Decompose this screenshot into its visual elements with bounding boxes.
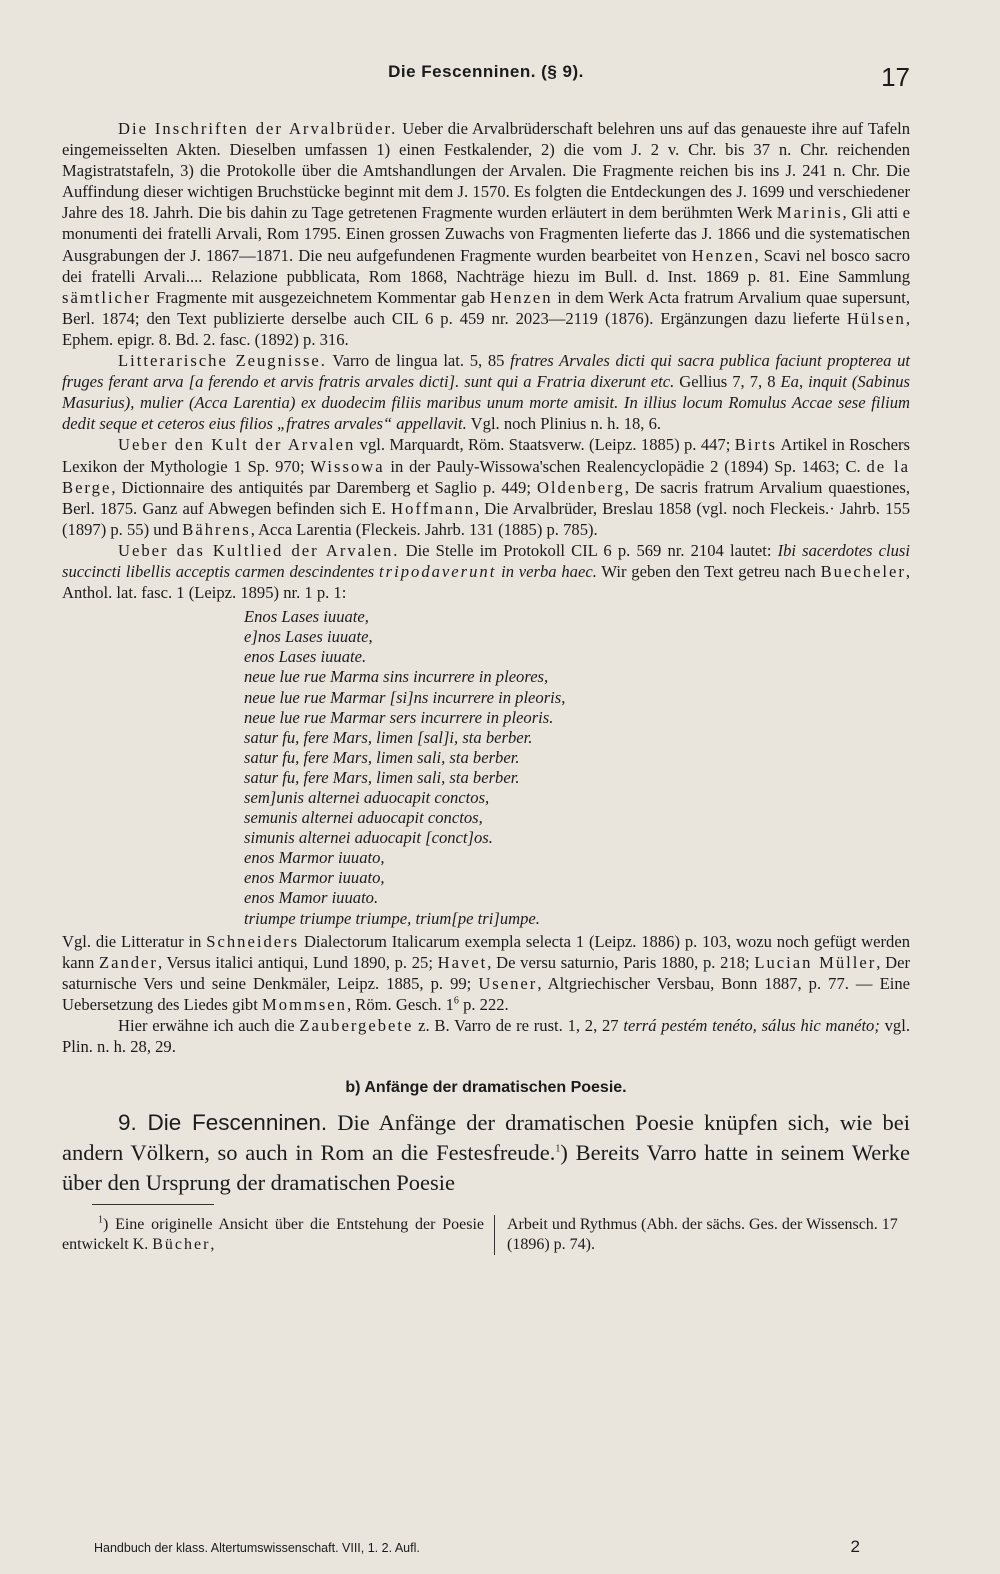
text-run: , De sacris fratrum Arvalium quaestiones, Berl. 1875. Ganz auf Abwegen befinden sich E. xyxy=(62,477,910,518)
spaced-name: Bücher xyxy=(152,1236,211,1254)
latin-spaced-word: tripodaverunt xyxy=(379,561,497,581)
verse-line: satur fu, fere Mars, limen sali, sta berber. xyxy=(244,747,520,767)
latin-quote: fratres Arvales dicti qui sacra publica faciunt propterea ut fruges ferant arva [a ferendo et arvis fratris arvales dicti]. sunt qui a Fratria dixerunt etc. xyxy=(62,351,910,392)
text-run: Ueber die Arvalbrüderschaft belehren uns auf das genaueste ihre auf Tafeln eingemeisselten Akten. Dieselben umfassen 1) einen Festkalender, 2) die vom J. 2 v. Chr. bis 37 n. Chr. reichenden Magistratstafeln, 3) die Protokolle über die Amtshandlungen der Arvalen. Die Fragmente reichen bis ins J. 241 n. Chr. Die Auffindung dieser wichtigen Bruchstücke beginnt mit dem J. 1570. Es folgten die Entdeckungen des J. 1699 und verschiedener Jahre des 18. Jahrh. Die bis dahin zu Tage getretenen Fragmente wurden erläutert in dem berühmten Werk xyxy=(62,119,910,223)
running-title: Die Fescenninen. (§ 9). xyxy=(388,62,584,81)
text-run: , Scavi nel bosco sacro dei fratelli Arvali.... Relazione pubblicata, Rom 1868, Nachträge hiezu im Bull. d. Inst. 1869 p. 81. Eine Sammlung xyxy=(62,245,911,286)
spaced-name: Hülsen xyxy=(846,308,906,328)
verse-line: sem]unis alternei aduocapit conctos, xyxy=(244,788,490,807)
verse-line: Enos Lases iuuate, xyxy=(244,607,369,627)
text-run: , De versu saturnio, Paris 1880, p. 218; xyxy=(487,952,755,972)
latin-quote: Ibi sacerdotes clusi succincti libellis acceptis carmen descindentes xyxy=(62,540,910,581)
section-number-title: 9. Die Fescenninen. xyxy=(118,1110,328,1136)
spaced-name: Birts xyxy=(734,435,778,455)
text-run: , Anthol. lat. fasc. 1 (Leipz. 1895) nr. 1 p. 1: xyxy=(62,561,911,603)
spaced-name: Havet xyxy=(437,952,488,972)
text-run: , Versus italici antiqui, Lund 1890, p. 25; xyxy=(157,952,438,972)
text-run: Artikel in Roschers Lexikon der Mythologie 1 Sp. 970; xyxy=(62,435,911,476)
verse-line: enos Marmor iuuato, xyxy=(244,848,385,868)
lead-term: Ueber das Kultlied der Arvalen. xyxy=(118,540,400,560)
text-run: ) Bereits Varro hatte in seinem Werke über den Ursprung der dramatischen Poesie xyxy=(62,1140,911,1196)
text-run: vgl. Marquardt, Röm. Staatsverw. (Leipz. 1885) p. 447; xyxy=(355,435,735,455)
section-heading: b) Anfänge der dramatischen Poesie. xyxy=(345,1079,627,1097)
spaced-word: sämtlicher xyxy=(62,287,152,307)
verse-line: satur fu, fere Mars, limen [sal]i, sta berber. xyxy=(244,727,533,747)
paragraph-kult xyxy=(62,434,910,539)
paragraph-zeugnisse xyxy=(62,350,910,434)
book-page xyxy=(62,0,910,1574)
latin-quote: in verba haec. xyxy=(496,561,597,581)
text-run: Vgl. noch Plinius n. h. 18, 6. xyxy=(466,414,662,434)
spaced-name: Usener xyxy=(478,973,538,993)
edition-superscript: 6 xyxy=(453,995,459,1007)
spaced-name: Henzen xyxy=(489,287,553,307)
text-run: Die Stelle im Protokoll CIL 6 p. 569 nr. 2104 lautet: xyxy=(399,540,778,560)
text-run: Varro de lingua lat. 5, 85 xyxy=(326,351,511,371)
spaced-name: Henzen xyxy=(691,245,755,265)
verse-line: neue lue rue Marmar sers incurrere in pleoris. xyxy=(244,707,554,727)
text-run: ) Eine originelle Ansicht über die Entstehung der Poesie entwickelt K. xyxy=(62,1216,484,1254)
spaced-word: Zaubergebete xyxy=(299,1016,414,1036)
footnote xyxy=(62,1215,910,1255)
text-run: , Altgriechischer Versbau, Bonn 1887, p. 77. — Eine Uebersetzung des Liedes gibt xyxy=(62,973,910,1014)
text-run: Hier erwähne ich auch die xyxy=(118,1016,300,1036)
arval-hymn-verse xyxy=(244,607,910,929)
footnote-reference: 1 xyxy=(555,1143,561,1155)
text-run: z. B. Varro de re rust. 1, 2, 27 xyxy=(413,1016,624,1036)
text-run: , Der saturnische Vers und seine Denkmäler, Leipz. 1885, p. 99; xyxy=(62,952,910,993)
verse-line: enos Lases iuuate. xyxy=(244,647,367,667)
lead-term: Ueber den Kult der Arvalen xyxy=(118,435,356,455)
spaced-name: Oldenberg xyxy=(536,477,625,497)
verse-line: e]nos Lases iuuate, xyxy=(244,627,373,647)
spaced-name: Mommsen xyxy=(261,994,347,1014)
footnote-column-left xyxy=(62,1215,495,1255)
text-run: , Ephem. epigr. 8. Bd. 2. fasc. (1892) p. 316. xyxy=(62,308,910,349)
spaced-name: Bährens xyxy=(182,519,251,539)
verse-line: simunis alternei aduocapit [conct]os. xyxy=(244,828,493,848)
signature-number: 2 xyxy=(850,1537,860,1556)
page-number: 17 xyxy=(881,62,910,92)
footnote-column-right: Arbeit und Rythmus (Abh. der sächs. Ges. der Wissensch. 17 (1896) p. 74). xyxy=(507,1216,898,1254)
paragraph-inschriften xyxy=(62,118,910,350)
footnote-divider xyxy=(92,1204,214,1205)
text-run: p. 222. xyxy=(458,994,509,1014)
signature-line: Handbuch der klass. Altertumswissenschaft. VIII, 1. 2. Aufl. xyxy=(94,1541,420,1555)
verse-line: neue lue rue Marma sins incurrere in pleores, xyxy=(244,667,549,687)
lead-term: Die Inschriften der Arvalbrüder. xyxy=(118,119,398,138)
spaced-name: Wissowa xyxy=(310,456,385,476)
paragraph-kultlied xyxy=(62,540,910,603)
text-run: Vgl. die Litteratur in xyxy=(62,931,207,951)
spaced-name: Marinis xyxy=(776,203,843,223)
page-body xyxy=(62,118,910,1255)
text-run: Fragmente mit ausgezeichnetem Kommentar gab xyxy=(151,287,490,307)
verse-line: semunis alternei aduocapit conctos, xyxy=(244,808,483,828)
footnote-mark: 1 xyxy=(98,1214,103,1226)
text-run: , Röm. Gesch. 1 xyxy=(346,994,454,1014)
text-run: Gellius 7, 7, 8 xyxy=(674,372,781,392)
spaced-name: Schneiders xyxy=(206,931,300,951)
main-paragraph-fescenninen xyxy=(62,1108,910,1198)
verse-line: neue lue rue Marmar [si]ns incurrere in pleoris, xyxy=(244,687,566,707)
text-run: , Dictionnaire des antiquités par Daremberg et Saglio p. 449; xyxy=(111,477,537,497)
spaced-name: de la Berge xyxy=(62,456,910,497)
text-run: , xyxy=(210,1236,215,1254)
spaced-name: Hoffmann xyxy=(391,498,476,518)
spaced-name: Lucian Müller xyxy=(754,952,877,972)
text-run: Dialectorum Italicarum exempla selecta 1 (Leipz. 1886) p. 103, wozu noch gefügt werden kann xyxy=(62,931,910,972)
latin-quote: terrá pestém tenéto, sálus hic manéto; xyxy=(623,1016,880,1036)
text-run: in der Pauly-Wissowa'schen Realencyclopädie 2 (1894) Sp. 1463; C. xyxy=(384,456,867,476)
verse-line: satur fu, fere Mars, limen sali, sta berber. xyxy=(244,767,520,787)
paragraph-zaubergebete xyxy=(62,1015,910,1057)
lead-term: Litterarische Zeugnisse. xyxy=(118,351,327,371)
paragraph-litteratur xyxy=(62,931,910,1015)
text-run: , Gli atti e monumenti dei fratelli Arvali, Rom 1795. Einen grossen Zuwachs von Fragmenten lieferte das J. 1866 und die systematischen Ausgrabungen der J. 1867—1871. Die neu aufgefundenen Fragmente wurden bearbeitet von xyxy=(62,203,910,265)
page-footer xyxy=(94,1537,910,1556)
text-run: Wir geben den Text getreu nach xyxy=(596,561,821,581)
text-run: vgl. Plin. n. h. 28, 29. xyxy=(62,1016,910,1057)
text-run: , Die Arvalbrüder, Breslau 1858 (vgl. noch Fleckeis.· Jahrb. 155 (1897) p. 55) und xyxy=(62,498,910,539)
text-run: in dem Werk Acta fratrum Arvalium quae supersunt, Berl. 1874; den Text publizierte derselbe auch CIL 6 p. 459 nr. 2023—2119 (1876). Ergänzungen dazu lieferte xyxy=(62,287,910,328)
text-run: , Acca Larentia (Fleckeis. Jahrb. 131 (1885) p. 785). xyxy=(250,519,598,539)
verse-line: enos Marmor iuuato, xyxy=(244,868,385,888)
spaced-name: Buecheler xyxy=(820,561,906,581)
running-header xyxy=(62,62,910,96)
verse-line: enos Mamor iuuato. xyxy=(244,888,379,908)
verse-line: triumpe triumpe triumpe, trium[pe tri]umpe. xyxy=(244,908,540,928)
latin-quote: Ea, inquit (Sabinus Masurius), mulier (Acca Larentia) ex duodecim filiis maribus unum morte amisit. In illius locum Romulus Accae sese filium dedit seque et ceteros eius filios „fratres arvales“ appellavit. xyxy=(62,372,910,434)
spaced-name: Zander xyxy=(98,952,158,972)
text-run: Die Anfänge der dramatischen Poesie knüpfen sich, wie bei andern Völkern, so auch in Rom an die Festesfreude. xyxy=(62,1110,910,1166)
